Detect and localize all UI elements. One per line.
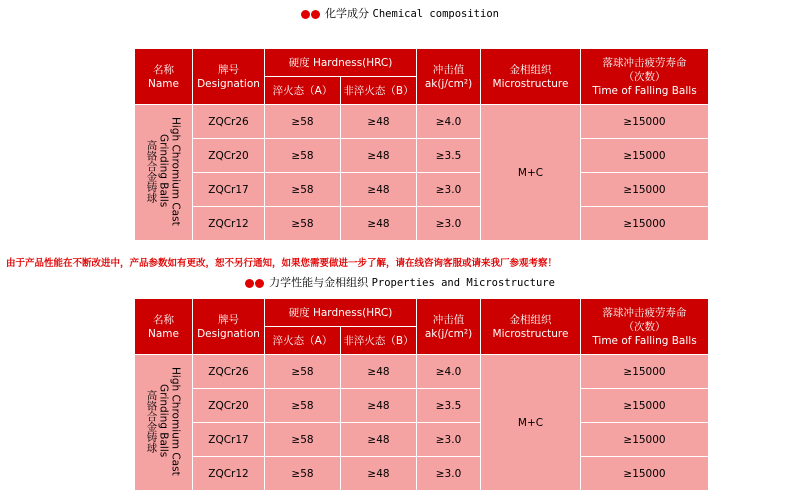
quenched-cell: ≥58: [265, 139, 341, 173]
falling-cell: ≥15000: [581, 173, 709, 207]
table-row: [135, 173, 709, 207]
quenched-cell: ≥58: [265, 423, 341, 457]
header-falling-balls: 落球冲击疲劳寿命 （次数） Time of Falling Balls: [581, 49, 709, 105]
header-unquenched: 非淬火态（B）: [341, 77, 417, 105]
section-title-cn: 力学性能与金相组织: [269, 276, 369, 289]
table-row: [135, 423, 709, 457]
table-row: [135, 207, 709, 241]
header-designation: 牌号 Designation: [193, 49, 265, 105]
section-title-properties: [0, 275, 800, 291]
header-hardness: 硬度 Hardness(HRC): [265, 299, 417, 327]
red-dots-icon: [245, 275, 265, 291]
designation-cell: ZQCr26: [193, 355, 265, 389]
header-falling-balls: 落球冲击疲劳寿命 （次数） Time of Falling Balls: [581, 299, 709, 355]
designation-cell: ZQCr12: [193, 207, 265, 241]
header-microstructure: 金相组织 Microstructure: [481, 299, 581, 355]
header-designation: 牌号 Designation: [193, 299, 265, 355]
spec-table-2: [134, 298, 709, 491]
unquenched-cell: ≥48: [341, 457, 417, 491]
table-row: [135, 105, 709, 139]
table-row: [135, 457, 709, 491]
microstructure-cell: M+C: [481, 355, 581, 491]
impact-cell: ≥4.0: [417, 105, 481, 139]
falling-cell: ≥15000: [581, 207, 709, 241]
quenched-cell: ≥58: [265, 207, 341, 241]
impact-cell: ≥3.0: [417, 457, 481, 491]
header-quenched: 淬火态（A）: [265, 327, 341, 355]
designation-cell: ZQCr12: [193, 457, 265, 491]
unquenched-cell: ≥48: [341, 105, 417, 139]
quenched-cell: ≥58: [265, 389, 341, 423]
header-microstructure: 金相组织 Microstructure: [481, 49, 581, 105]
unquenched-cell: ≥48: [341, 207, 417, 241]
quenched-cell: ≥58: [265, 173, 341, 207]
quenched-cell: ≥58: [265, 105, 341, 139]
impact-cell: ≥3.5: [417, 139, 481, 173]
header-quenched: 淬火态（A）: [265, 77, 341, 105]
falling-cell: ≥15000: [581, 105, 709, 139]
product-name-cell: High Chromium Cast Grinding Balls 高铬合金铸球: [135, 355, 193, 491]
section-title-chemical: [0, 6, 800, 22]
section-title-en: Chemical composition: [372, 8, 499, 20]
designation-cell: ZQCr26: [193, 105, 265, 139]
header-impact: 冲击值 ak(j/cm²): [417, 299, 481, 355]
designation-cell: ZQCr20: [193, 139, 265, 173]
header-unquenched: 非淬火态（B）: [341, 327, 417, 355]
header-impact: 冲击值 ak(j/cm²): [417, 49, 481, 105]
unquenched-cell: ≥48: [341, 173, 417, 207]
designation-cell: ZQCr17: [193, 423, 265, 457]
designation-cell: ZQCr17: [193, 173, 265, 207]
unquenched-cell: ≥48: [341, 139, 417, 173]
impact-cell: ≥4.0: [417, 355, 481, 389]
table-row: [135, 389, 709, 423]
impact-cell: ≥3.5: [417, 389, 481, 423]
unquenched-cell: ≥48: [341, 423, 417, 457]
header-name: 名称 Name: [135, 299, 193, 355]
microstructure-cell: M+C: [481, 105, 581, 241]
falling-cell: ≥15000: [581, 457, 709, 491]
quenched-cell: ≥58: [265, 457, 341, 491]
falling-cell: ≥15000: [581, 355, 709, 389]
spec-table-1: [134, 48, 709, 241]
falling-cell: ≥15000: [581, 139, 709, 173]
impact-cell: ≥3.0: [417, 207, 481, 241]
product-name-cell: High Chromium Cast Grinding Balls 高铬合金铸球: [135, 105, 193, 241]
unquenched-cell: ≥48: [341, 389, 417, 423]
impact-cell: ≥3.0: [417, 423, 481, 457]
section-title-cn: 化学成分: [325, 7, 370, 20]
falling-cell: ≥15000: [581, 423, 709, 457]
section-title-en: Properties and Microstructure: [371, 277, 555, 289]
quenched-cell: ≥58: [265, 355, 341, 389]
red-dots-icon: [301, 6, 321, 22]
table-row: [135, 355, 709, 389]
unquenched-cell: ≥48: [341, 355, 417, 389]
falling-cell: ≥15000: [581, 389, 709, 423]
designation-cell: ZQCr20: [193, 389, 265, 423]
table-row: [135, 139, 709, 173]
notice-text: 由于产品性能在不断改进中，产品参数如有更改，恕不另行通知，如果您需要做进一步了解，请在线咨询客服或请来我厂参观考察！: [6, 258, 558, 269]
header-hardness: 硬度 Hardness(HRC): [265, 49, 417, 77]
impact-cell: ≥3.0: [417, 173, 481, 207]
header-name: 名称 Name: [135, 49, 193, 105]
